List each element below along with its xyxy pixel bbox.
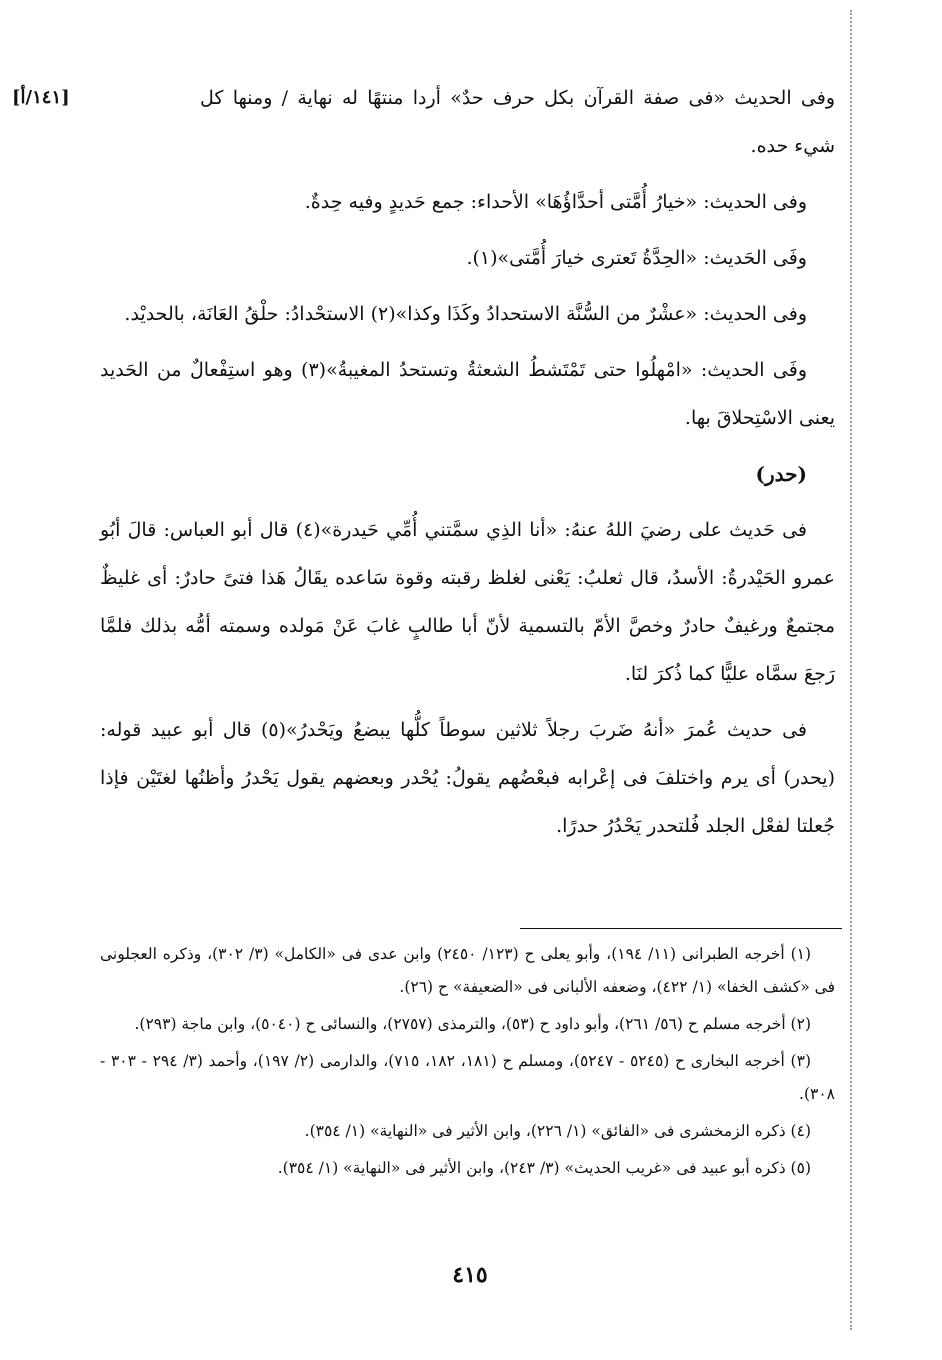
paragraph-5: وفَى الحديث: «امْهلُوا حتى تَمْتَشطُ الشعثةُ وتستحدُ المغيبةُ»(٣) وهو استِفْعالٌ من الحَديد يعنى الاسْتِحلاقَ بها. — [100, 359, 835, 429]
footnote-1: (١) أخرجه الطبرانى (١١/ ١٩٤)، وأبو يعلى ح (١٢٣/ ٢٤٥٠) وابن عدى فى «الكامل» (٣/ ٣٠٢)، وذكره العجلونى فى «كشف الخفا» (١/ ٤٢٢)، وضعفه الألبانى فى «الضعيفة» ح (٢٦). — [100, 945, 835, 996]
paragraph-7: فى حديث عُمرَ «أنهُ ضَربَ رجلاً ثلاثين سوطاً كلُّها يبضعُ ويَحْدرُ»(٥) قال أبو عبيد قوله: (يحدر) أى يرم واختلفَ فى إعْرابه فبعْضُهم يقولُ: يُحْدر وبعضهم يقول يَحْدرُ وأظنُها لغتَيْن فإذا جُعلتا لفعْل الجلد فُلتحدر يَحْدُرُ حدرًا. — [100, 719, 835, 837]
paragraph-1-text: وفى الحديث «فى صفة القرآن بكل حرف حدٌ» أردا منتهًا له نهاية / ومنها كل شيء حده. — [200, 87, 835, 157]
page-number: ٤١٥ — [452, 1262, 488, 1288]
section-heading: (حدر) — [755, 462, 807, 486]
footnote-3: (٣) أخرجه البخارى ح (٥٢٤٥ - ٥٢٤٧)، ومسلم ح (١٨١، ١٨٢، ٧١٥)، والدارمى (٢/ ١٩٧)، وأحمد (٣/ ٢٩٤ - ٣٠٣ - ٣٠٨). — [100, 1052, 835, 1103]
footnote-separator — [520, 928, 842, 929]
footnote-2: (٢) أخرجه مسلم ح (٥٦/ ٢٦١)، وأبو داود ح (٥٣)، والترمذى (٢٧٥٧)، والنسائى ح (٥٠٤٠)، وابن ماجة (٢٩٣). — [134, 1015, 811, 1033]
main-text — [12, 74, 835, 858]
margin-reference: [١٤١/أ] — [12, 87, 70, 108]
paragraph-3: وفَى الحَديث: «الحِدَّةُ تَعترى خيارَ أُمَّتى»(١). — [466, 247, 807, 269]
paragraph-6: فى حَديث على رضيَ اللهُ عنهُ: «أنا الذِي سمَّتني أُمِّي حَيدرة»(٤) قال أبو العباس: قالَ أبُو عمرو الحَيْدرةُ: الأسدُ، قال ثعلبُ: يَعْنى لغلظ رقبته وقوة سَاعده يقَالُ هَذا فتىً حادرٌ: أى غليظٌ مجتمعٌ ورغيفٌ حادرٌ وخصَّ الأمّ بالتسمية لأنّ أبا طالبٍ غابَ عَنْ مَولده وسمته أمُّه بذلك فلمَّا رَجعَ سمَّاه عليًّا كما ذُكرَ لنَا. — [100, 519, 835, 685]
margin-dotted-line — [850, 10, 852, 1330]
footnotes — [100, 938, 835, 1189]
paragraph-4: وفى الحديث: «عشْرٌ من السُّنَّة الاستحدادُ وكَذَا وكذا»(٢) الاستحْدادُ: حلْقُ العَانَة، بالحديْد. — [124, 303, 807, 325]
paragraph-1 — [12, 74, 835, 170]
footnote-4: (٤) ذكره الزمخشرى فى «الفائق» (١/ ٢٢٦)، وابن الأثير فى «النهاية» (١/ ٣٥٤). — [304, 1122, 811, 1140]
footnote-5: (٥) ذكره أبو عبيد فى «غريب الحديث» (٣/ ٢٤٣)، وابن الأثير فى «النهاية» (١/ ٣٥٤). — [277, 1159, 811, 1177]
paragraph-2: وفى الحديث: «خيارُ أُمَّتى أحدَّاؤُهَا» الأحداء: جمع حَديدٍ وفيه حِدةٌ. — [304, 191, 807, 213]
